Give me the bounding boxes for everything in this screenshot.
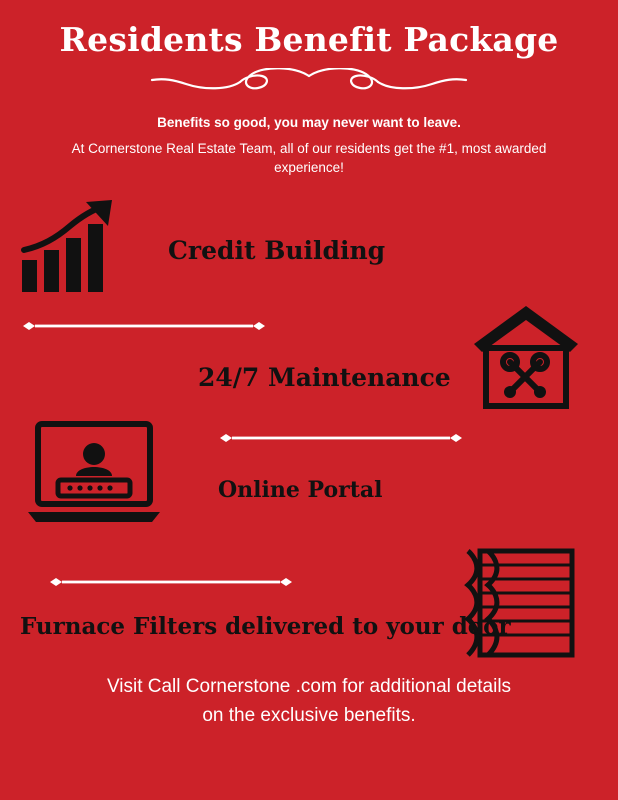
intro-text: At Cornerstone Real Estate Team, all of our residents get the #1, most awarded experience! — [71, 140, 547, 176]
divider-2 — [215, 430, 467, 440]
benefit-label-maintenance: 24/7 Maintenance — [198, 363, 451, 392]
laptop-portal-icon — [24, 418, 164, 535]
benefit-label-online-portal: Online Portal — [218, 477, 383, 503]
divider-1 — [18, 318, 270, 328]
divider-3 — [45, 574, 297, 584]
benefit-label-credit-building: Credit Building — [168, 236, 386, 265]
flourish-divider-icon — [144, 68, 474, 94]
house-wrench-icon — [466, 300, 586, 417]
footer-call-to-action: Visit Call Cornerstone .com for additional details on the exclusive benefits. — [106, 676, 512, 727]
furnace-filter-icon — [462, 545, 588, 668]
benefit-label-furnace-filters: Furnace Filters delivered to your door — [20, 613, 511, 640]
page-title: Residents Benefit Package — [59, 20, 559, 59]
subheading: Benefits so good, you may never want to leave. — [157, 115, 461, 131]
bar-chart-growth-icon — [18, 198, 122, 303]
